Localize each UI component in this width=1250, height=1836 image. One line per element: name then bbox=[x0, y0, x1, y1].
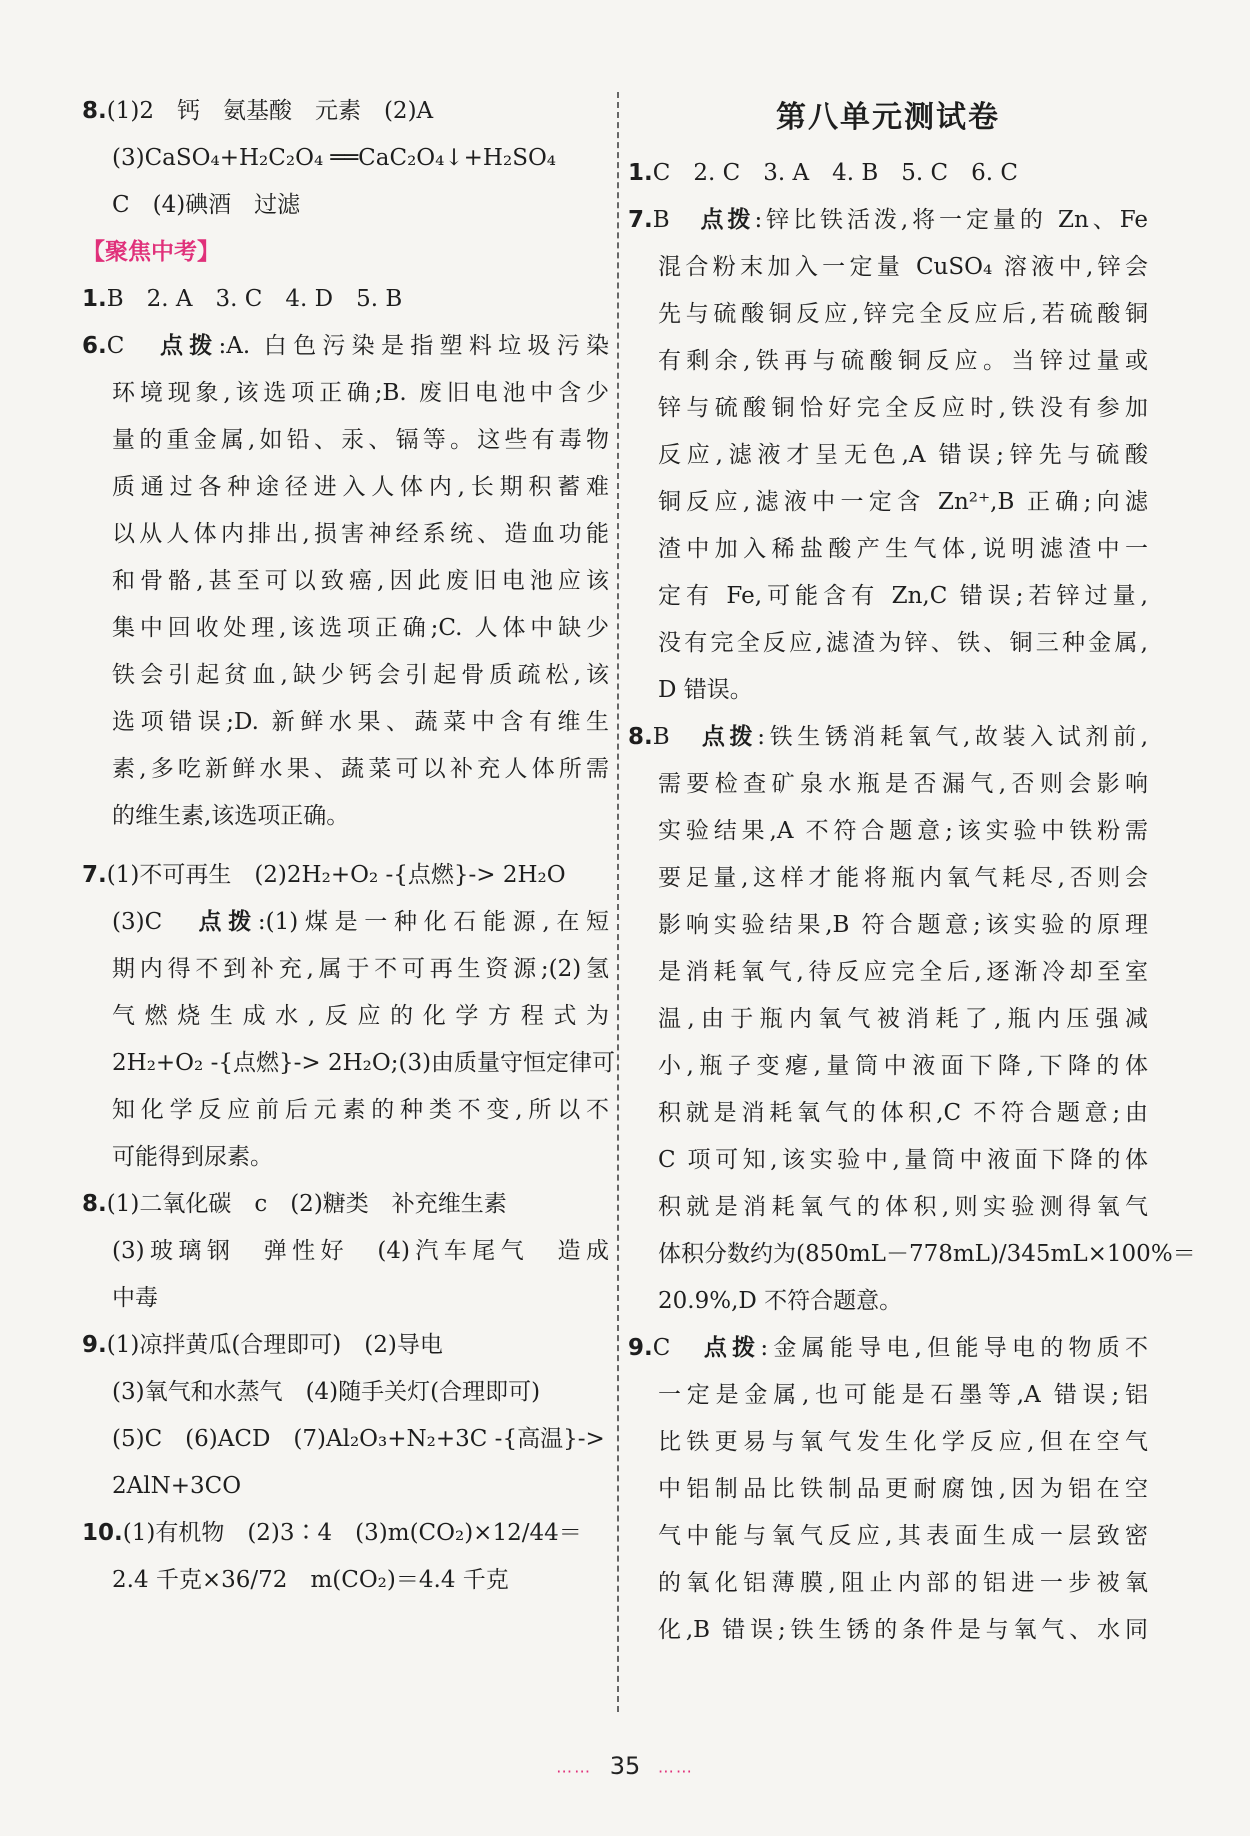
answer-text: 量的重金属,如铅、汞、镉等。这些有毒物 bbox=[112, 427, 609, 453]
text-line bbox=[82, 1228, 609, 1275]
text-line bbox=[628, 1466, 1148, 1513]
text-line bbox=[628, 385, 1148, 432]
question-number: 9. bbox=[628, 1335, 653, 1361]
text-line bbox=[628, 291, 1148, 338]
question-number: 10. bbox=[82, 1520, 123, 1546]
text-line bbox=[82, 1510, 609, 1557]
text-line bbox=[628, 1231, 1196, 1278]
text-line bbox=[82, 1134, 609, 1181]
answer-text: 影响实验结果,B 符合题意;该实验的原理 bbox=[658, 912, 1148, 938]
text-line bbox=[82, 746, 609, 793]
question-number: 9. bbox=[82, 1332, 107, 1358]
text-line bbox=[82, 699, 609, 746]
answer-text: 2H₂+O₂ -{点燃}-> 2H₂O;(3)由质量守恒定律可 bbox=[112, 1050, 616, 1076]
text-line bbox=[628, 1043, 1148, 1090]
question-number: 8. bbox=[82, 1191, 107, 1217]
text-line bbox=[82, 652, 609, 699]
answer-text: 环境现象,该选项正确;B. 废旧电池中含少 bbox=[112, 380, 609, 406]
hint-text: :金属能导电,但能导电的物质不 bbox=[760, 1335, 1148, 1361]
text-line bbox=[82, 1369, 609, 1416]
question-number: 1. bbox=[628, 160, 653, 186]
text-line bbox=[628, 1419, 1148, 1466]
answer-text: C bbox=[652, 1335, 704, 1361]
text-line bbox=[82, 135, 609, 182]
answer-text: 知化学反应前后元素的种类不变,所以不 bbox=[112, 1097, 609, 1123]
text-line bbox=[628, 432, 1148, 479]
left-column bbox=[82, 88, 616, 1604]
text-line bbox=[82, 993, 609, 1040]
answer-text: 积就是消耗氧气的体积,则实验测得氧气 bbox=[658, 1194, 1148, 1220]
hint-label: 点拨 bbox=[159, 333, 219, 359]
answer-text: 一定是金属,也可能是石墨等,A 错误;铝 bbox=[658, 1382, 1148, 1408]
text-line bbox=[628, 526, 1148, 573]
text-line bbox=[82, 793, 609, 840]
answer-text: 和骨骼,甚至可以致癌,因此废旧电池应该 bbox=[112, 568, 609, 594]
hint-text: :铁生锈消耗氧气,故装入试剂前, bbox=[757, 724, 1149, 750]
text-line bbox=[628, 1560, 1148, 1607]
page-number: 35 bbox=[609, 1752, 641, 1780]
answer-text: 20.9%,D 不符合题意。 bbox=[658, 1288, 903, 1314]
text-line bbox=[628, 667, 1148, 714]
text-line bbox=[82, 1557, 609, 1604]
answer-text: 需要检查矿泉水瓶是否漏气,否则会影响 bbox=[658, 771, 1148, 797]
answer-text: (5)C (6)ACD (7)Al₂O₃+N₂+3C -{高温}-> bbox=[112, 1426, 605, 1452]
text-line bbox=[82, 1416, 609, 1463]
text-line bbox=[628, 761, 1148, 808]
answer-text: 是消耗氧气,待反应完全后,逐渐冷却至室 bbox=[658, 959, 1148, 985]
question-number: 8. bbox=[628, 724, 653, 750]
answer-text: 铜反应,滤液中一定含 Zn²⁺,B 正确;向滤 bbox=[658, 489, 1148, 515]
text-line bbox=[82, 1463, 609, 1510]
text-line bbox=[82, 605, 609, 652]
answer-text: 积就是消耗氧气的体积,C 不符合题意;由 bbox=[658, 1100, 1148, 1126]
text-line bbox=[82, 1181, 609, 1228]
answer-text: (1)不可再生 (2)2H₂+O₂ -{点燃}-> 2H₂O bbox=[106, 862, 566, 888]
answer-text: 期内得不到补充,属于不可再生资源;(2)氢 bbox=[112, 956, 609, 982]
answer-text: C bbox=[106, 333, 160, 359]
answer-text: 2.4 千克×36/72 m(CO₂)＝4.4 千克 bbox=[112, 1567, 509, 1593]
page-footer bbox=[0, 1752, 1250, 1780]
answer-text: 化,B 错误;铁生锈的条件是与氧气、水同 bbox=[658, 1617, 1148, 1643]
section-heading: 【聚焦中考】 bbox=[82, 239, 220, 265]
answer-text: 可能得到尿素。 bbox=[112, 1144, 273, 1170]
hint-label: 点拨 bbox=[700, 207, 755, 233]
answer-text: 要足量,这样才能将瓶内氧气耗尽,否则会 bbox=[658, 865, 1148, 891]
answer-text: 比铁更易与氧气发生化学反应,但在空气 bbox=[658, 1429, 1148, 1455]
answer-text: 选项错误;D. 新鲜水果、蔬菜中含有维生 bbox=[112, 709, 609, 735]
answer-text: (1)2 钙 氨基酸 元素 (2)A bbox=[106, 98, 434, 124]
answer-text: D 错误。 bbox=[658, 677, 753, 703]
answer-text: B 2. A 3. C 4. D 5. B bbox=[106, 286, 403, 312]
text-line bbox=[628, 902, 1148, 949]
section-title: 第八单元测试卷 bbox=[776, 100, 1000, 135]
answer-text: 的维生素,该选项正确。 bbox=[112, 803, 350, 829]
question-number: 1. bbox=[82, 286, 107, 312]
text-line bbox=[628, 714, 1148, 761]
question-number: 8. bbox=[82, 98, 107, 124]
right-column bbox=[628, 88, 1196, 1654]
spacer bbox=[82, 840, 609, 852]
text-line bbox=[82, 464, 609, 511]
text-line bbox=[628, 1325, 1148, 1372]
hint-text: :A. 白色污染是指塑料垃圾污染 bbox=[218, 333, 610, 359]
text-line bbox=[82, 899, 609, 946]
text-line bbox=[82, 370, 609, 417]
answer-text: C 项可知,该实验中,量筒中液面下降的体 bbox=[658, 1147, 1148, 1173]
answer-text: 有剩余,铁再与硫酸铜反应。当锌过量或 bbox=[658, 348, 1148, 374]
text-line bbox=[82, 558, 609, 605]
text-line bbox=[82, 946, 609, 993]
text-line bbox=[628, 620, 1148, 667]
answer-text: 先与硫酸铜反应,锌完全反应后,若硫酸铜 bbox=[658, 301, 1148, 327]
answer-text: C (4)碘酒 过滤 bbox=[112, 192, 301, 218]
answer-text: 气燃烧生成水,反应的化学方程式为 bbox=[112, 1003, 609, 1029]
hint-text: :(1)煤是一种化石能源,在短 bbox=[257, 909, 610, 935]
answer-text: 小,瓶子变瘪,量筒中液面下降,下降的体 bbox=[658, 1053, 1148, 1079]
text-line bbox=[628, 1372, 1148, 1419]
text-line bbox=[82, 852, 609, 899]
text-line bbox=[628, 1184, 1148, 1231]
text-line bbox=[628, 573, 1148, 620]
answer-text: (1)凉拌黄瓜(合理即可) (2)导电 bbox=[106, 1332, 443, 1358]
question-number: 7. bbox=[628, 207, 653, 233]
text-line bbox=[628, 150, 1148, 197]
answer-text: 渣中加入稀盐酸产生气体,说明滤渣中一 bbox=[658, 536, 1148, 562]
answer-text: 定有 Fe,可能含有 Zn,C 错误;若锌过量, bbox=[658, 583, 1148, 609]
text-line bbox=[82, 1087, 609, 1134]
answer-text: 以从人体内排出,损害神经系统、造血功能 bbox=[112, 521, 609, 547]
answer-text: 中毒 bbox=[112, 1285, 158, 1311]
answer-text: 质通过各种途径进入人体内,长期积蓄难 bbox=[112, 474, 609, 500]
answer-text: 反应,滤液才呈无色,A 错误;锌先与硫酸 bbox=[658, 442, 1148, 468]
answer-text: 铁会引起贫血,缺少钙会引起骨质疏松,该 bbox=[112, 662, 609, 688]
answer-text: 2AlN+3CO bbox=[112, 1473, 242, 1499]
text-line bbox=[628, 338, 1148, 385]
column-divider bbox=[617, 92, 619, 1712]
answer-text: 气中能与氧气反应,其表面生成一层致密 bbox=[658, 1523, 1148, 1549]
text-line bbox=[628, 855, 1148, 902]
answer-text: (3)玻璃钢 弹性好 (4)汽车尾气 造成 bbox=[112, 1238, 609, 1264]
hint-label: 点拨 bbox=[703, 1335, 761, 1361]
answer-text: (1)有机物 (2)3∶4 (3)m(CO₂)×12/44＝ bbox=[122, 1520, 582, 1546]
text-line bbox=[82, 229, 609, 276]
answer-text: B bbox=[652, 724, 702, 750]
answer-text: 中铝制品比铁制品更耐腐蚀,因为铝在空 bbox=[658, 1476, 1148, 1502]
answer-text: 没有完全反应,滤渣为锌、铁、铜三种金属, bbox=[658, 630, 1148, 656]
answer-text: C 2. C 3. A 4. B 5. C 6. C bbox=[652, 160, 1018, 186]
text-line bbox=[628, 197, 1148, 244]
answer-text: 温,由于瓶内氧气被消耗了,瓶内压强减 bbox=[658, 1006, 1148, 1032]
answer-text: 素,多吃新鲜水果、蔬菜可以补充人体所需 bbox=[112, 756, 609, 782]
answer-text: 体积分数约为(850mL－778mL)/345mL×100%＝ bbox=[658, 1241, 1196, 1267]
text-line bbox=[628, 1513, 1148, 1560]
question-number: 7. bbox=[82, 862, 107, 888]
footer-dots-left: …… bbox=[556, 1757, 593, 1777]
answer-text: 实验结果,A 不符合题意;该实验中铁粉需 bbox=[658, 818, 1148, 844]
question-number: 6. bbox=[82, 333, 107, 359]
answer-text: 锌与硫酸铜恰好完全反应时,铁没有参加 bbox=[658, 395, 1148, 421]
text-line bbox=[82, 1322, 609, 1369]
text-line bbox=[82, 323, 609, 370]
text-line bbox=[628, 479, 1148, 526]
text-line bbox=[82, 1275, 609, 1322]
text-line bbox=[628, 1090, 1148, 1137]
text-line bbox=[82, 417, 609, 464]
text-line bbox=[628, 1137, 1148, 1184]
text-line bbox=[628, 1607, 1148, 1654]
text-line bbox=[82, 182, 609, 229]
answer-text: 混合粉末加入一定量 CuSO₄ 溶液中,锌会 bbox=[658, 254, 1148, 280]
text-line bbox=[628, 1278, 1148, 1325]
footer-dots-right: …… bbox=[657, 1757, 694, 1777]
answer-text: 的氧化铝薄膜,阻止内部的铝进一步被氧 bbox=[658, 1570, 1148, 1596]
answer-text: (3)氧气和水蒸气 (4)随手关灯(合理即可) bbox=[112, 1379, 541, 1405]
text-line bbox=[628, 996, 1148, 1043]
answer-text: (1)二氧化碳 c (2)糖类 补充维生素 bbox=[106, 1191, 507, 1217]
text-line bbox=[82, 276, 609, 323]
hint-label: 点拨 bbox=[701, 724, 758, 750]
text-line bbox=[628, 808, 1148, 855]
text-line bbox=[82, 88, 609, 135]
answer-text: B bbox=[652, 207, 701, 233]
text-line bbox=[82, 1040, 616, 1087]
text-line bbox=[82, 511, 609, 558]
answer-text: 集中回收处理,该选项正确;C. 人体中缺少 bbox=[112, 615, 609, 641]
answer-text: (3)CaSO₄+H₂C₂O₄ ══CaC₂O₄↓+H₂SO₄ bbox=[112, 145, 557, 171]
text-line bbox=[628, 244, 1148, 291]
text-line bbox=[628, 949, 1148, 996]
hint-label: 点拨 bbox=[198, 909, 258, 935]
hint-text: :锌比铁活泼,将一定量的 Zn、Fe bbox=[754, 207, 1149, 233]
answer-text: (3)C bbox=[112, 909, 199, 935]
